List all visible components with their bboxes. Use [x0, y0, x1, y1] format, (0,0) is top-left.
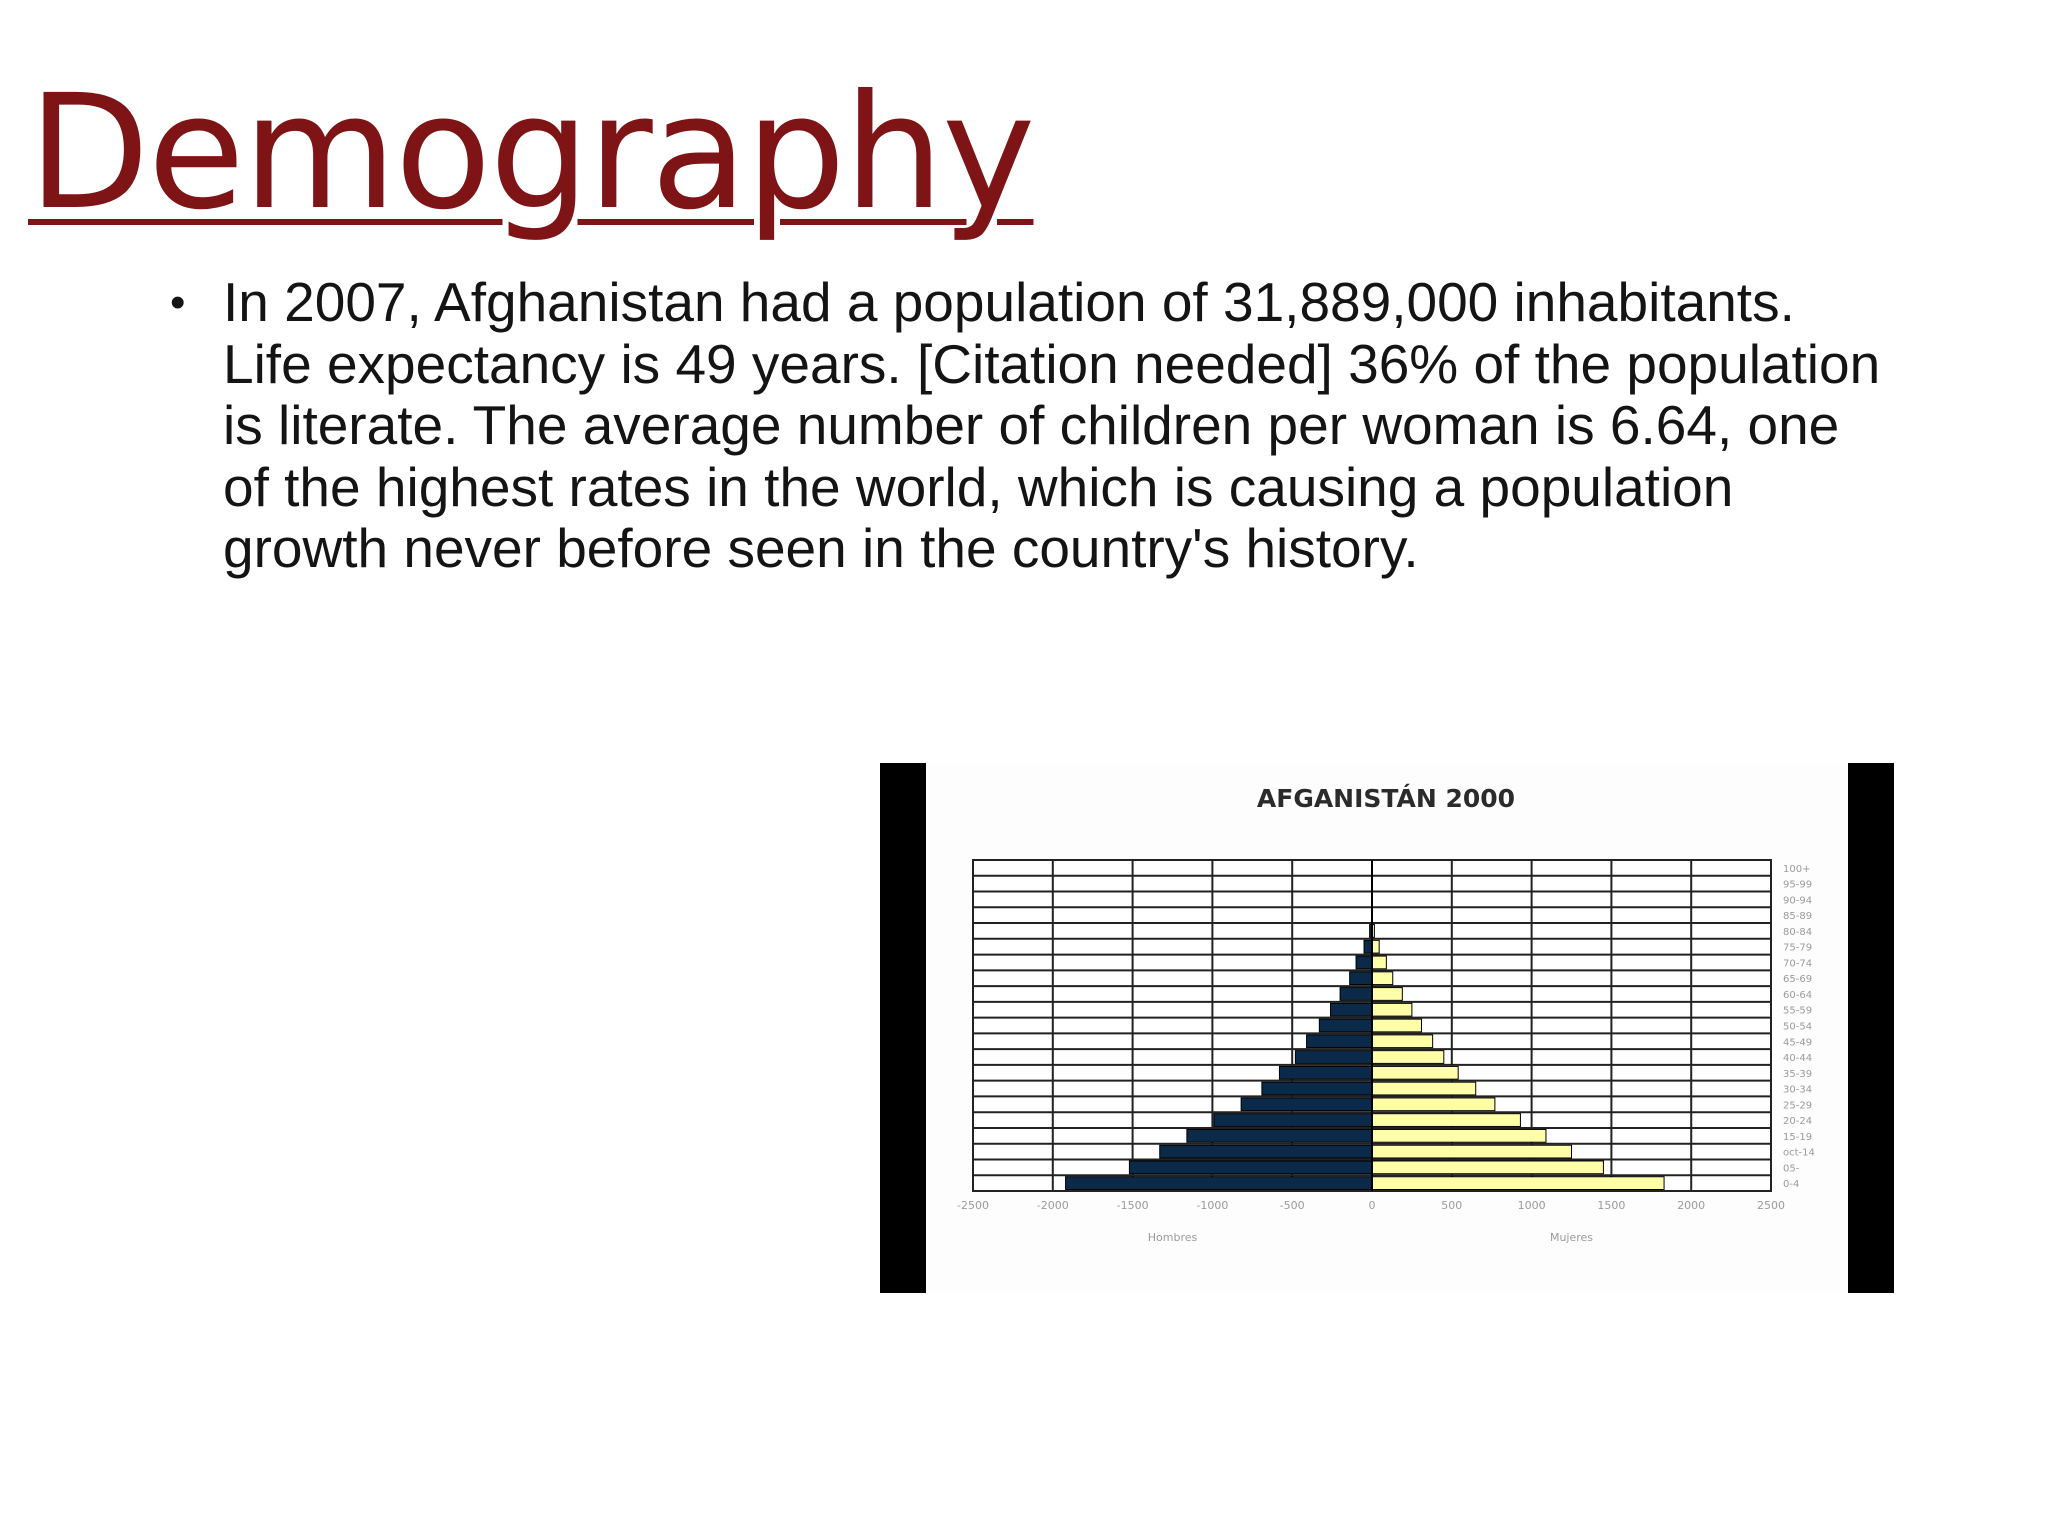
bullet-symbol: •	[170, 278, 186, 327]
female-bar	[1372, 1177, 1664, 1190]
male-bar	[1279, 1066, 1372, 1079]
age-group-label: oct-14	[1783, 1147, 1815, 1159]
x-axis-label-right: Mujeres	[1549, 1231, 1594, 1244]
age-group-label: 95-99	[1783, 879, 1813, 891]
age-group-label: 30-34	[1783, 1084, 1813, 1096]
male-bar	[1066, 1177, 1372, 1190]
age-group-label: 60-64	[1783, 989, 1813, 1001]
age-group-label: 25-29	[1783, 1100, 1813, 1112]
female-bar	[1372, 1019, 1421, 1032]
x-tick-label: 1500	[1597, 1199, 1626, 1212]
male-bar	[1356, 956, 1372, 969]
male-bar	[1307, 1035, 1372, 1048]
age-group-label: 40-44	[1783, 1053, 1813, 1065]
male-bar	[1129, 1161, 1372, 1174]
x-tick-label: -500	[1279, 1199, 1305, 1212]
age-group-label: 100+	[1783, 863, 1811, 875]
x-tick-label: -1500	[1116, 1199, 1149, 1212]
male-bar	[1340, 988, 1372, 1001]
female-bar	[1372, 1098, 1495, 1111]
female-bar	[1372, 956, 1386, 969]
female-bar	[1372, 1035, 1433, 1048]
age-group-label: 0-4	[1783, 1179, 1800, 1191]
male-bar	[1319, 1019, 1372, 1032]
x-axis-label-left: Hombres	[1147, 1231, 1198, 1244]
male-bar	[1214, 1114, 1372, 1127]
female-bar	[1372, 1051, 1444, 1064]
age-group-label: 50-54	[1783, 1021, 1813, 1033]
female-bar	[1372, 1129, 1546, 1142]
x-tick-label: -2000	[1036, 1199, 1069, 1212]
x-tick-label: 0	[1368, 1199, 1376, 1212]
female-bar	[1372, 1066, 1458, 1079]
female-bar	[1372, 1145, 1572, 1158]
bullet-list	[170, 272, 1890, 580]
age-group-label: 80-84	[1783, 926, 1813, 938]
age-group-label: 35-39	[1783, 1068, 1813, 1080]
male-bar	[1187, 1129, 1372, 1142]
age-group-label: 55-59	[1783, 1005, 1813, 1017]
x-tick-label: 2500	[1757, 1199, 1785, 1212]
female-bar	[1372, 940, 1379, 953]
age-group-label: 05-	[1783, 1163, 1800, 1175]
age-group-label: 20-24	[1783, 1116, 1813, 1128]
age-group-label: 65-69	[1783, 974, 1813, 986]
age-group-label: 75-79	[1783, 942, 1813, 954]
bullet-item	[170, 272, 1890, 580]
female-bar	[1372, 1161, 1603, 1174]
x-tick-label: -2500	[957, 1199, 989, 1212]
chart-title: AFGANISTÁN 2000	[1256, 784, 1516, 813]
population-pyramid-chart	[880, 763, 1894, 1293]
x-tick-label: -1000	[1196, 1199, 1229, 1212]
male-bar	[1295, 1051, 1372, 1064]
female-bar	[1372, 1082, 1476, 1095]
bullet-text: In 2007, Afghanistan had a population of 31,889,000 inhabitants. Life expectancy is 49 years. [Citation needed] 36% of the population is literate. The average number of children per woman is 6.64, one of the highest rates in the world, which is causing a population growth never before seen in the country's history.	[223, 271, 1881, 579]
pyramid-svg	[880, 763, 1894, 1293]
male-bar	[1241, 1098, 1372, 1111]
age-group-label: 45-49	[1783, 1037, 1813, 1049]
male-bar	[1364, 940, 1372, 953]
age-group-label: 15-19	[1783, 1131, 1813, 1143]
female-bar	[1372, 988, 1402, 1001]
female-bar	[1372, 1114, 1520, 1127]
female-bar	[1372, 1003, 1412, 1016]
age-group-label: 85-89	[1783, 911, 1813, 923]
x-tick-label: 1000	[1517, 1199, 1546, 1212]
age-group-label: 70-74	[1783, 958, 1813, 970]
x-tick-label: 2000	[1677, 1199, 1706, 1212]
x-tick-label: 500	[1441, 1199, 1463, 1212]
male-bar	[1262, 1082, 1372, 1095]
male-bar	[1160, 1145, 1372, 1158]
female-bar	[1372, 972, 1393, 985]
age-group-label: 90-94	[1783, 895, 1813, 907]
male-bar	[1331, 1003, 1372, 1016]
male-bar	[1350, 972, 1372, 985]
slide-title: Demography	[28, 61, 1034, 245]
